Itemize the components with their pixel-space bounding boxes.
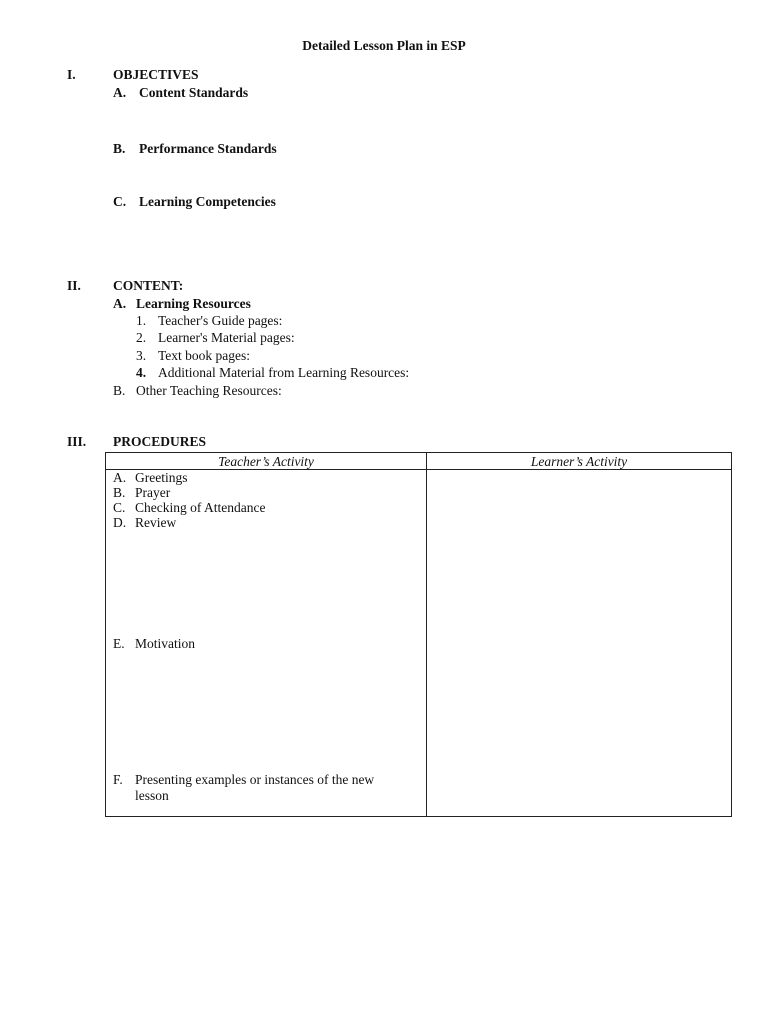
teacher-item-f: F. Presenting examples or instances of the new <box>113 772 375 787</box>
section-2-heading: CONTENT: <box>113 278 184 293</box>
content-a-letter: A. <box>113 296 127 311</box>
header-teachers-activity: Teacher’s Activity <box>106 453 427 470</box>
section-3-heading: PROCEDURES <box>113 434 207 449</box>
resource-2-text: Learner's Material pages: <box>158 330 295 345</box>
teacher-item-a: A. Greetings <box>113 470 188 485</box>
procedures-table <box>105 452 732 817</box>
content-b-text: Other Teaching Resources: <box>136 383 282 398</box>
section-1-heading: OBJECTIVES <box>113 67 199 82</box>
header-learners-activity: Learner’s Activity <box>427 453 732 470</box>
section-2-number: II. <box>67 278 81 293</box>
teacher-item-e: E. Motivation <box>113 636 195 651</box>
teacher-item-d: D. Review <box>113 515 177 530</box>
objective-c-text: Learning Competencies <box>139 194 276 209</box>
teacher-item-f-continuation: lesson <box>135 788 169 803</box>
teacher-activity-cell <box>106 470 427 817</box>
resource-4-number: 4. <box>136 365 147 380</box>
objective-b-letter: B. <box>113 141 126 156</box>
resource-3-number: 3. <box>136 348 147 363</box>
objective-a-letter: A. <box>113 85 127 100</box>
resource-1-text: Teacher's Guide pages: <box>158 313 283 328</box>
learner-activity-cell <box>427 470 732 817</box>
section-1-number: I. <box>67 67 76 82</box>
section-3-number: III. <box>67 434 87 449</box>
objective-b-text: Performance Standards <box>139 141 277 156</box>
teacher-item-b: B. Prayer <box>113 485 171 500</box>
content-a-text: Learning Resources <box>136 296 251 311</box>
resource-3-text: Text book pages: <box>158 348 251 363</box>
resource-4-text: Additional Material from Learning Resources: <box>158 365 410 380</box>
objective-c-letter: C. <box>113 194 127 209</box>
content-b-letter: B. <box>113 383 126 398</box>
objective-a-text: Content Standards <box>139 85 249 100</box>
document-title: Detailed Lesson Plan in ESP <box>302 38 466 53</box>
resource-1-number: 1. <box>136 313 147 328</box>
resource-2-number: 2. <box>136 330 147 345</box>
teacher-item-c: C. Checking of Attendance <box>113 500 266 515</box>
